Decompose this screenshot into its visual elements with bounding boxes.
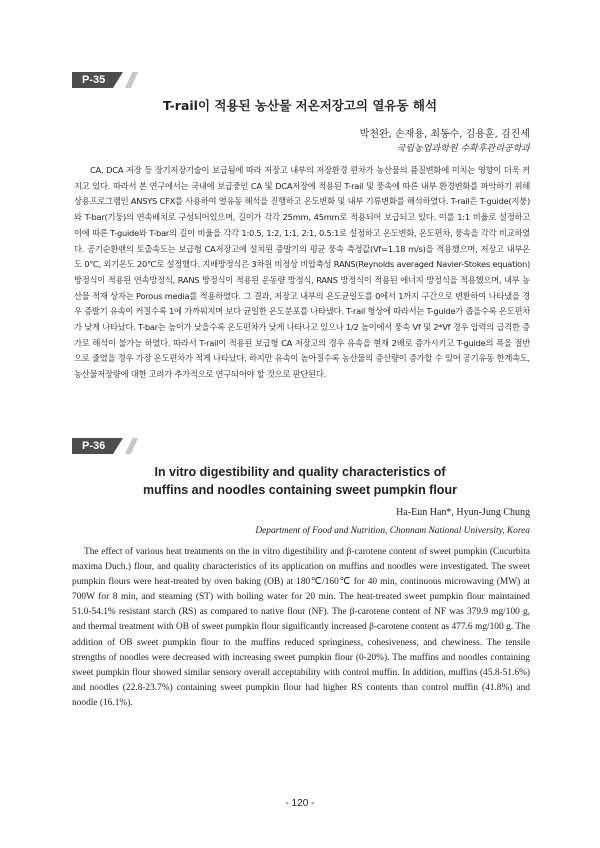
badge-decoration — [123, 72, 139, 88]
abstract-body-kr — [74, 163, 530, 383]
abstract-title-en — [0, 463, 600, 499]
section-badge-p36 — [72, 438, 139, 454]
title-line-1: In vitro digestibility and quality characteristics of — [154, 465, 446, 479]
abstract-body-en — [72, 545, 530, 711]
abstract-paragraph-kr: CA, DCA 저장 등 장기저장기술이 보급됨에 따라 저장고 내부의 저장환경 편차가 농산물의 품질변화에 미치는 영향이 더욱 커지고 있다. 따라서 본 연구에서는 국내에 보급중인 CA 및 DCA저장에 적용된 T-rail 및 풍속에 따른 내부 환경변화를 파악하기 위해 상용프로그램인 ANSYS CFX를 사용하여 열유동 해석을 진행하고 온도변화 및 내부 기류변화를 해석하였다. T-rail은 T-guide(지붕)와 T-bar(기둥)의 연속배치로 구성되어있으며, 길이가 각각 25mm, 45mm로 적용되어 보급되고 있다. 이를 1:1 비율로 설정하고 이에 따른 T-guide와 T-bar의 길이 비율을 각각 1:0.5, 1:2, 1:1, 2:1, 0.5:1로 설정하고 온도변화, 온도편차, 풍속을 각각 비교하였다. 공기순환팬의 토출속도는 보급형 CA저장고에 설치된 증발기의 평균 풍속 측정값(Vf=1.18 m/s)을 적용했으며, 저장고 내부온도 0℃, 외기온도 20℃로 설정했다. 지배방정식은 3차원 비정상 비압축성 RANS(Reynolds averaged Navier-Stokes equation)방정식이 적용된 연속방정식, RANS 방정식이 적용된 운동량 방정식, RANS 방정식이 적용된 에너지 방정식을 적용했으며, 내부 농산물 적재 상자는 Porous media를 적용하였다. 그 결과, 저장고 내부의 온도균일도를 0에서 1까지 구간으로 변환하여 나타냈을 경우 증발기 유속이 커질수록 1에 가까워지며 보다 균일한 온도분포를 나타냈다. T-rail 형상에 따라서는 T-guide가 좁을수록 온도편차가 낮게 나타났다. T-bar는 높이가 낮을수록 온도편차가 낮게 나타나고 있으나 1/2 높이에서 풍속 Vf 및 2*Vf 경우 압력의 급격한 증가로 해석이 불가능 하였다. 따라서 T-rail이 적용된 보급형 CA 저장고의 경우 유속을 현재 2배로 증가시키고 T-guide의 폭을 절반으로 줄였을 경우 가장 온도편차가 적게 나타났다. 하지만 유속이 높아질수록 농산물의 증산량이 증가할 수 있어 공기유동 한계속도, 농산물저장량에 대한 고려가 추가적으로 연구되어야 할 것으로 판단된다. — [74, 165, 530, 380]
authors-en: Ha-Eun Han*, Hyun-Jung Chung — [396, 507, 530, 518]
page-number: - 120 - — [285, 798, 315, 809]
affiliation-kr: 국립농업과학원 수확후관리공학과 — [396, 144, 530, 154]
title-line-2: muffins and noodles containing sweet pumpkin flour — [143, 483, 457, 497]
badge-decoration — [123, 438, 139, 454]
abstract-paragraph-en: The effect of various heat treatments on the in vitro digestibility and β-carotene content of sweet pumpkin (Cucurbita maxima Duch.) flour, and quality characteristics of its application on muffins and noodles were investigated. The sweet pumpkin flours were heat-treated by oven baking (OB) at 180℃/160℃ for 40 min, continuous microwaving (MW) at 700W for 8 min, and steaming (ST) with boiling water for 20 min. The heat-treated sweet pumpkin flour maintained 51.0-54.1% resistant starch (RS) as compared to native flour (NF). The β-carotene content of NF was 379.9 mg/100 g, and thermal treatment with OB of sweet pumpkin flour significantly increased β-carotene content as 477.6 mg/100 g. The addition of OB sweet pumpkin flour to the muffins reduced springiness, cohesiveness, and chewiness. The tensile strengths of noodles were decreased with increasing sweet pumpkin flour (0-20%). The muffins and noodles containing sweet pumpkin flour showed similar sensory overall acceptability with control muffin. In addition, muffins (45.8-51.6%) and noodles (22.8-23.7%) containing sweet pumpkin flour had higher RS contents than control muffin (41.8%) and noodle (16.1%). — [72, 547, 530, 708]
authors-kr: 박천완, 손재용, 최동수, 김용훈, 김진세 — [359, 129, 530, 140]
section-badge-p35 — [72, 72, 139, 88]
badge-label: P-36 — [72, 438, 113, 454]
abstract-title-kr: T-rail이 적용된 농산물 저온저장고의 열유동 해석 — [162, 98, 438, 113]
affiliation-en: Department of Food and Nutrition, Chonnam National University, Korea — [255, 526, 530, 536]
badge-label: P-35 — [72, 72, 113, 88]
